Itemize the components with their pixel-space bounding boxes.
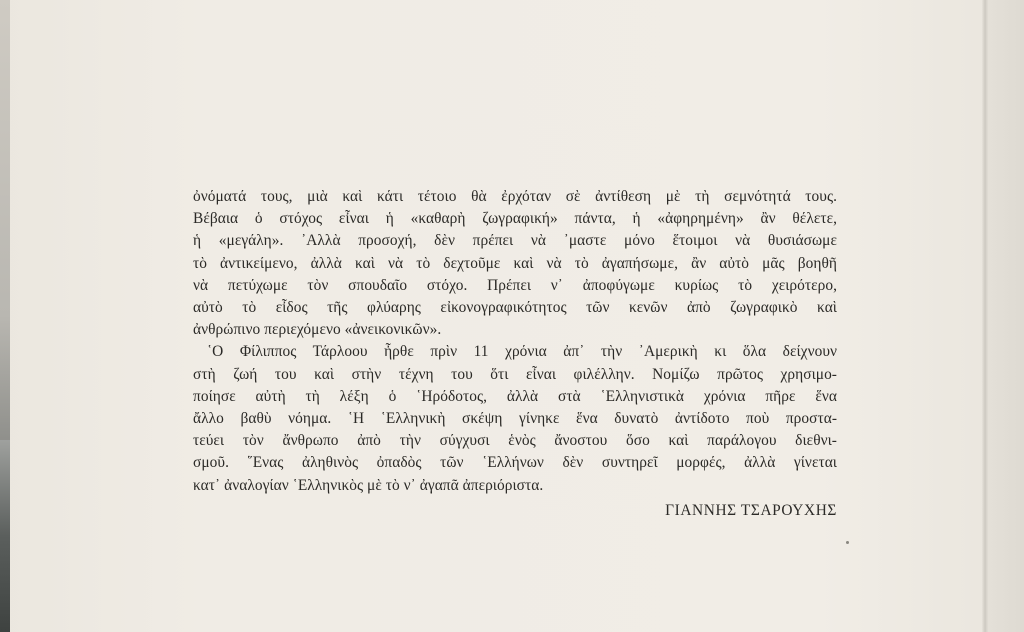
text-line: ὀνόματά τους, μιὰ καὶ κάτι τέτοιο θὰ ἐρχόταν σὲ ἀντίθεση μὲ τὴ σεμνότητά τους. bbox=[193, 188, 837, 205]
facing-page-edge bbox=[988, 0, 1024, 632]
author-signature: ΓΙΑΝΝΗΣ ΤΣΑΡΟΥΧΗΣ bbox=[665, 502, 837, 519]
text-line: τεύει τὸν ἄνθρωπο ἀπὸ τὴν σύγχυσι ἑνὸς ἄνοστου ὅσο καὶ παράλογου διεθνι- bbox=[193, 432, 837, 450]
text-line: αὐτὸ τὸ εἶδος τῆς φλύαρης εἰκονογραφικότητος τῶν κενῶν ἀπὸ ζωγραφικὸ καὶ bbox=[193, 299, 837, 317]
text-line: κατ᾿ ἀναλογίαν ῾Ελληνικὸς μὲ τὸ ν᾿ ἀγαπᾶ ἀπεριόριστα. bbox=[193, 476, 544, 494]
body-text bbox=[193, 186, 837, 497]
text-line: ἄλλο βαθὺ νόημα. ῾Η ῾Ελληνικὴ σκέψη γίνηκε ἕνα δυνατὸ ἀντίδοτο ποὺ προστα- bbox=[193, 410, 837, 428]
text-line: νὰ πετύχωμε τὸν σπουδαῖο στόχο. Πρέπει ν᾿ ἀποφύγωμε κυρίως τὸ χειρότερο, bbox=[193, 276, 837, 294]
text-line: ῾Ο Φίλιππος Τάρλοου ἦρθε πρὶν 11 χρόνια ἀπ᾿ τὴν ᾿Αμερικὴ κι ὅλα δείχνουν bbox=[207, 343, 837, 361]
text-line: ἀνθρώπινο περιεχόμενο «ἀνεικονικῶν». bbox=[193, 321, 442, 339]
text-line: τὸ ἀντικείμενο, ἀλλὰ καὶ νὰ τὸ δεχτοῦμε καὶ νὰ τὸ ἀγαπήσωμε, ἂν αὐτὸ μᾶς βοηθῆ bbox=[193, 254, 837, 272]
page-left-edge-shadow bbox=[0, 440, 10, 632]
print-speck bbox=[846, 541, 849, 544]
text-line: ἡ «μεγάλη». ᾿Αλλὰ προσοχή, δὲν πρέπει νὰ ᾿μαστε μόνο ἕτοιμοι νὰ θυσιάσωμε bbox=[193, 232, 837, 250]
text-line: στὴ ζωή του καὶ στὴν τέχνη του ὅτι εἶναι φιλέλλην. Νομίζω πρῶτος χρησιμο- bbox=[193, 365, 837, 383]
text-line: σμοῦ. ῞Ενας ἀληθινὸς ὀπαδὸς τῶν ῾Ελλήνων δὲν συντηρεῖ μορφές, ἀλλὰ γίνεται bbox=[193, 454, 837, 472]
text-line: Βέβαια ὁ στόχος εἶναι ἡ «καθαρὴ ζωγραφική» πάντα, ἡ «ἀφηρημένη» ἂν θέλετε, bbox=[193, 210, 837, 228]
text-line: ποίησε αὐτὴ τὴ λέξη ὁ ῾Ηρόδοτος, ἀλλὰ στὰ ῾Ελληνιστικὰ χρόνια πῆρε ἕνα bbox=[193, 387, 837, 405]
